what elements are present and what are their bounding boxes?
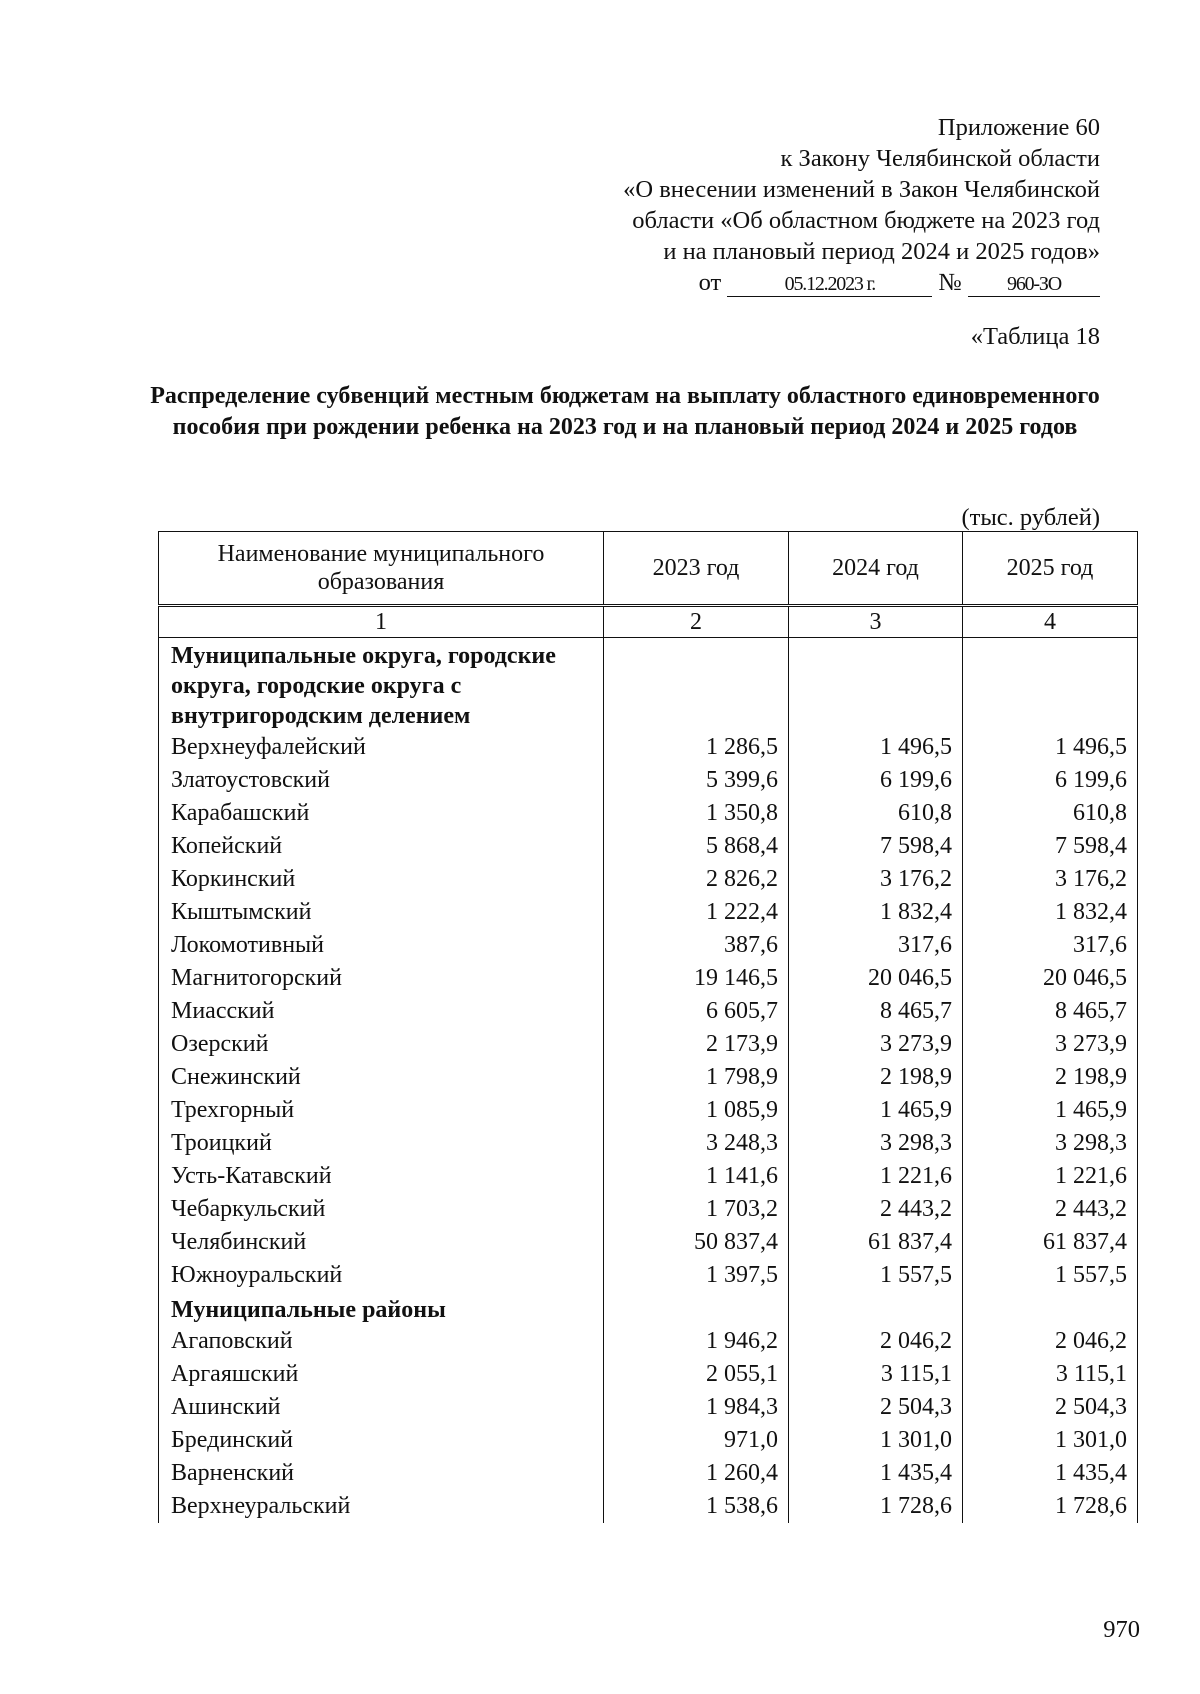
amount-2024: 1 557,5 xyxy=(789,1259,963,1292)
municipality-name: Кыштымский xyxy=(159,896,604,929)
municipality-name: Снежинский xyxy=(159,1061,604,1094)
amount-2023: 19 146,5 xyxy=(604,962,789,995)
amount-2024: 8 465,7 xyxy=(789,995,963,1028)
column-header: 2023 год xyxy=(604,532,789,606)
amount-2023: 1 946,2 xyxy=(604,1325,789,1358)
amount-2023: 5 399,6 xyxy=(604,764,789,797)
header-line: области «Об областном бюджете на 2023 год xyxy=(632,207,1100,234)
municipality-name: Верхнеуфалейский xyxy=(159,731,604,764)
municipality-name: Локомотивный xyxy=(159,929,604,962)
amount-2025: 1 832,4 xyxy=(963,896,1138,929)
table-row xyxy=(159,1424,1138,1457)
municipality-name: Агаповский xyxy=(159,1325,604,1358)
law-number: 960-ЗО xyxy=(968,272,1100,297)
column-number: 3 xyxy=(789,606,963,638)
amount-2023: 1 260,4 xyxy=(604,1457,789,1490)
amount-2025: 317,6 xyxy=(963,929,1138,962)
municipality-name: Брединский xyxy=(159,1424,604,1457)
amount-2024: 3 115,1 xyxy=(789,1358,963,1391)
amount-2023: 1 798,9 xyxy=(604,1061,789,1094)
amount-2023: 1 538,6 xyxy=(604,1490,789,1523)
amount-2023: 1 286,5 xyxy=(604,731,789,764)
table-row xyxy=(159,797,1138,830)
header-line: Приложение 60 xyxy=(937,114,1100,141)
amount-2024: 1 728,6 xyxy=(789,1490,963,1523)
amount-2024: 610,8 xyxy=(789,797,963,830)
amount-2024: 1 301,0 xyxy=(789,1424,963,1457)
amount-2023: 1 222,4 xyxy=(604,896,789,929)
number-label: № xyxy=(938,269,962,296)
amount-2024: 2 198,9 xyxy=(789,1061,963,1094)
subvention-table xyxy=(158,531,1138,1523)
table-row xyxy=(159,1391,1138,1424)
amount-2025: 2 504,3 xyxy=(963,1391,1138,1424)
header-line: и на плановый период 2024 и 2025 годов» xyxy=(663,238,1100,265)
table-row xyxy=(159,929,1138,962)
table-row xyxy=(159,1061,1138,1094)
amount-2023: 3 248,3 xyxy=(604,1127,789,1160)
amount-2024: 2 504,3 xyxy=(789,1391,963,1424)
municipality-name: Миасский xyxy=(159,995,604,1028)
document-title: Распределение субвенций местным бюджетам на выплату областного единовременного пособия при рождении ребенка на 2023 год и на плановый период 2024 и 2025 годов xyxy=(150,383,1100,440)
table-row xyxy=(159,896,1138,929)
amount-2023: 1 085,9 xyxy=(604,1094,789,1127)
municipality-name: Коркинский xyxy=(159,863,604,896)
table-label: «Таблица 18 xyxy=(970,323,1100,350)
municipality-name: Усть-Катавский xyxy=(159,1160,604,1193)
header-line: «О внесении изменений в Закон Челябинской xyxy=(623,176,1100,203)
amount-2024: 1 496,5 xyxy=(789,731,963,764)
municipality-name: Троицкий xyxy=(159,1127,604,1160)
amount-2025: 2 198,9 xyxy=(963,1061,1138,1094)
amount-2024: 1 465,9 xyxy=(789,1094,963,1127)
amount-2025: 3 273,9 xyxy=(963,1028,1138,1061)
municipality-name: Чебаркульский xyxy=(159,1193,604,1226)
amount-2025: 1 435,4 xyxy=(963,1457,1138,1490)
column-header: 2024 год xyxy=(789,532,963,606)
table-row xyxy=(159,962,1138,995)
amount-2025: 61 837,4 xyxy=(963,1226,1138,1259)
amount-2023: 1 141,6 xyxy=(604,1160,789,1193)
amount-2024: 2 443,2 xyxy=(789,1193,963,1226)
table-row xyxy=(159,1127,1138,1160)
amount-2024: 1 832,4 xyxy=(789,896,963,929)
municipality-name: Южноуральский xyxy=(159,1259,604,1292)
municipality-name: Аргаяшский xyxy=(159,1358,604,1391)
empty-cell xyxy=(963,1292,1138,1325)
header-line: к Закону Челябинской области xyxy=(780,145,1100,172)
amount-2025: 610,8 xyxy=(963,797,1138,830)
table-row xyxy=(159,995,1138,1028)
table-header-row xyxy=(159,532,1138,606)
amount-2025: 6 199,6 xyxy=(963,764,1138,797)
table-row xyxy=(159,830,1138,863)
amount-2023: 971,0 xyxy=(604,1424,789,1457)
amount-2025: 20 046,5 xyxy=(963,962,1138,995)
table-row xyxy=(159,1226,1138,1259)
amount-2024: 3 273,9 xyxy=(789,1028,963,1061)
empty-cell xyxy=(604,1292,789,1325)
law-date-number-line xyxy=(540,267,1100,298)
amount-2024: 61 837,4 xyxy=(789,1226,963,1259)
units-label: (тыс. рублей) xyxy=(961,504,1100,531)
column-number: 2 xyxy=(604,606,789,638)
amount-2023: 2 826,2 xyxy=(604,863,789,896)
appendix-header xyxy=(540,112,1100,298)
table-body xyxy=(159,638,1138,1524)
amount-2023: 1 350,8 xyxy=(604,797,789,830)
municipality-name: Трехгорный xyxy=(159,1094,604,1127)
amount-2024: 6 199,6 xyxy=(789,764,963,797)
from-label: от xyxy=(698,269,722,296)
amount-2023: 387,6 xyxy=(604,929,789,962)
column-header: 2025 год xyxy=(963,532,1138,606)
table-row xyxy=(159,731,1138,764)
column-number: 1 xyxy=(159,606,604,638)
law-date: 05.12.2023 г. xyxy=(727,272,932,297)
municipality-name: Варненский xyxy=(159,1457,604,1490)
amount-2025: 2 443,2 xyxy=(963,1193,1138,1226)
amount-2024: 3 176,2 xyxy=(789,863,963,896)
group-title: Муниципальные районы xyxy=(159,1292,604,1325)
table-row xyxy=(159,1325,1138,1358)
column-header: Наименование муниципального образования xyxy=(159,532,604,606)
empty-cell xyxy=(789,1292,963,1325)
amount-2025: 3 298,3 xyxy=(963,1127,1138,1160)
page-number: 970 xyxy=(1103,1616,1140,1643)
table-row xyxy=(159,1358,1138,1391)
table-row xyxy=(159,1193,1138,1226)
amount-2025: 3 176,2 xyxy=(963,863,1138,896)
amount-2024: 7 598,4 xyxy=(789,830,963,863)
amount-2023: 6 605,7 xyxy=(604,995,789,1028)
group-header-row xyxy=(159,1292,1138,1325)
amount-2025: 2 046,2 xyxy=(963,1325,1138,1358)
amount-2024: 1 435,4 xyxy=(789,1457,963,1490)
column-number: 4 xyxy=(963,606,1138,638)
table-row xyxy=(159,1490,1138,1523)
amount-2024: 3 298,3 xyxy=(789,1127,963,1160)
amount-2024: 2 046,2 xyxy=(789,1325,963,1358)
municipality-name: Копейский xyxy=(159,830,604,863)
municipality-name: Челябинский xyxy=(159,1226,604,1259)
amount-2023: 1 397,5 xyxy=(604,1259,789,1292)
table-row xyxy=(159,1028,1138,1061)
amount-2025: 1 301,0 xyxy=(963,1424,1138,1457)
amount-2023: 50 837,4 xyxy=(604,1226,789,1259)
group-header-row xyxy=(159,638,1138,732)
empty-cell xyxy=(963,638,1138,732)
municipality-name: Ашинский xyxy=(159,1391,604,1424)
empty-cell xyxy=(789,638,963,732)
amount-2023: 1 984,3 xyxy=(604,1391,789,1424)
amount-2024: 20 046,5 xyxy=(789,962,963,995)
amount-2023: 1 703,2 xyxy=(604,1193,789,1226)
table-row xyxy=(159,1094,1138,1127)
municipality-name: Златоустовский xyxy=(159,764,604,797)
empty-cell xyxy=(604,638,789,732)
table-row xyxy=(159,764,1138,797)
table-row xyxy=(159,1160,1138,1193)
municipality-name: Верхнеуральский xyxy=(159,1490,604,1523)
table-row xyxy=(159,1457,1138,1490)
amount-2023: 2 173,9 xyxy=(604,1028,789,1061)
amount-2025: 1 728,6 xyxy=(963,1490,1138,1523)
amount-2025: 8 465,7 xyxy=(963,995,1138,1028)
amount-2023: 2 055,1 xyxy=(604,1358,789,1391)
table-row xyxy=(159,1259,1138,1292)
amount-2023: 5 868,4 xyxy=(604,830,789,863)
amount-2025: 1 221,6 xyxy=(963,1160,1138,1193)
municipality-name: Озерский xyxy=(159,1028,604,1061)
amount-2025: 1 465,9 xyxy=(963,1094,1138,1127)
table-row xyxy=(159,863,1138,896)
group-title: Муниципальные округа, городские округа, городские округа с внутригородским делением xyxy=(159,638,604,732)
amount-2024: 317,6 xyxy=(789,929,963,962)
amount-2024: 1 221,6 xyxy=(789,1160,963,1193)
amount-2025: 1 496,5 xyxy=(963,731,1138,764)
column-number-row xyxy=(159,606,1138,638)
municipality-name: Магнитогорский xyxy=(159,962,604,995)
municipality-name: Карабашский xyxy=(159,797,604,830)
amount-2025: 1 557,5 xyxy=(963,1259,1138,1292)
amount-2025: 3 115,1 xyxy=(963,1358,1138,1391)
amount-2025: 7 598,4 xyxy=(963,830,1138,863)
